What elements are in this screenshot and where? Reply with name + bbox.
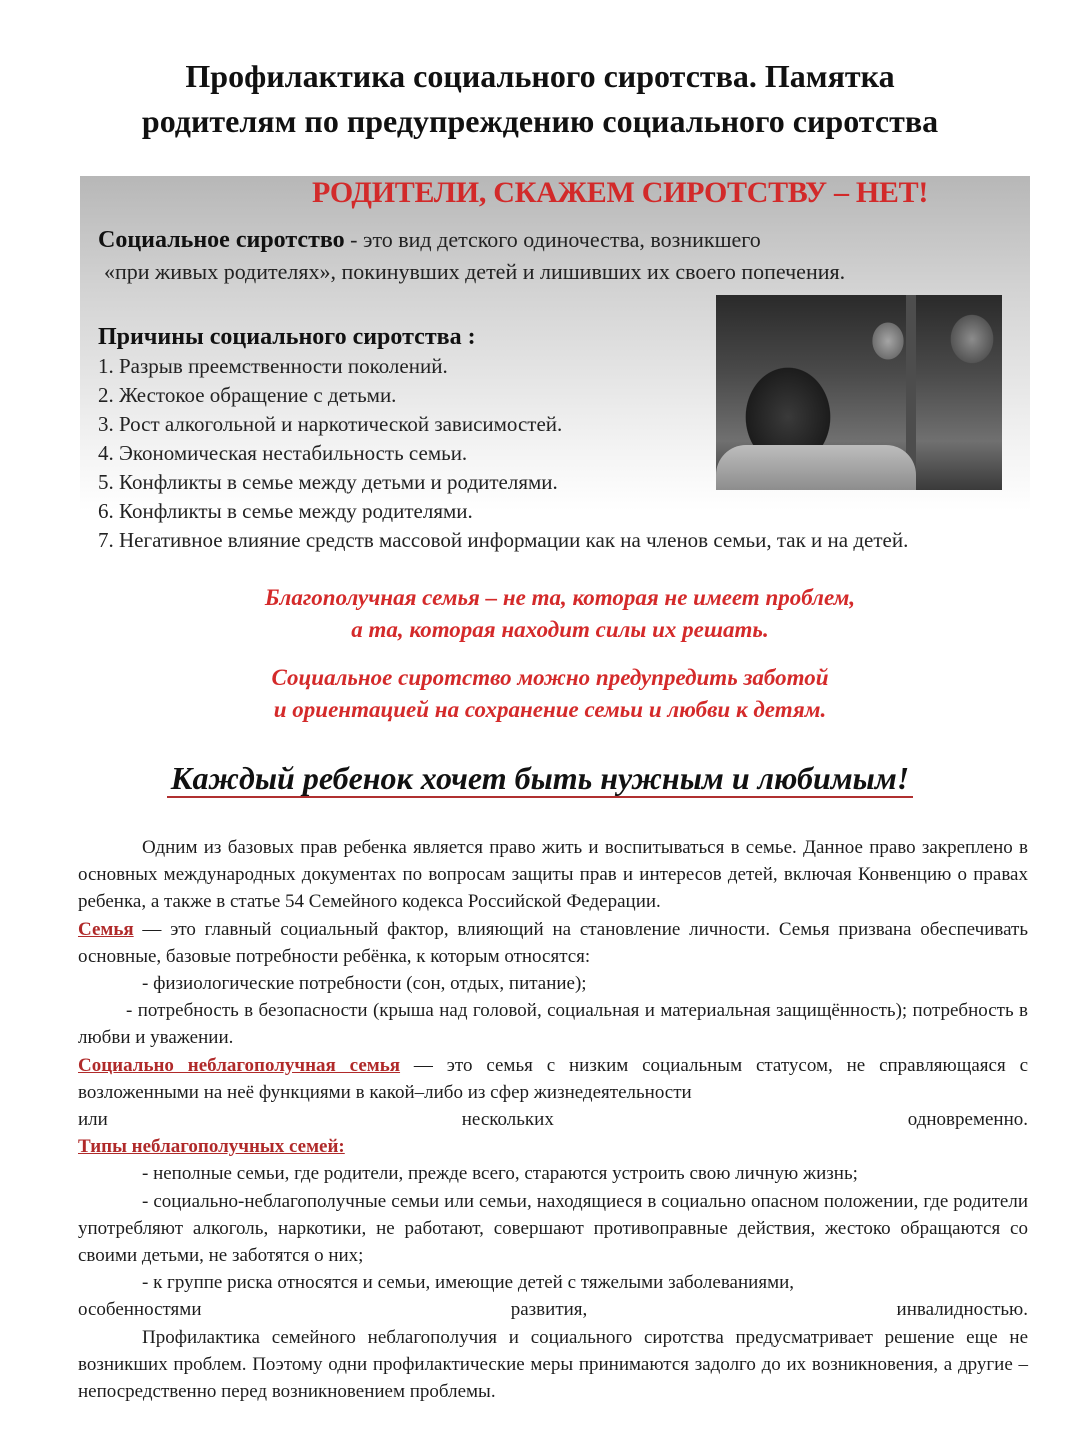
page-title-line1: Профилактика социального сиротства. Памятка [185, 58, 895, 94]
causes-section [98, 322, 1038, 555]
paragraph-dysfunctional [78, 1052, 1028, 1106]
definition-term: Социальное сиротство [98, 227, 345, 253]
slogan-text: Каждый ребенок хочет быть нужным и любимым! [167, 760, 913, 798]
page-title [40, 54, 1040, 144]
term-family-types: Типы неблагополучных семей: [78, 1136, 345, 1158]
quote-line: Социальное сиротство можно предупредить заботой [271, 665, 829, 690]
body-text [78, 834, 1028, 1405]
term-family: Семья [78, 918, 134, 940]
cause-item: 3. Рост алкогольной и наркотической зависимостей. [98, 412, 563, 436]
term-dysfunctional-family: Социально неблагополучная семья [78, 1054, 401, 1076]
banner-heading: РОДИТЕЛИ, СКАЖЕМ СИРОТСТВУ – НЕТ! [311, 176, 929, 209]
quote-line: а та, которая находит силы их решать. [351, 617, 769, 642]
type-item: - неполные семьи, где родители, прежде всего, стараются устроить свою личную жизнь; [142, 1163, 858, 1185]
cause-item: 6. Конфликты в семье между родителями. [98, 499, 473, 523]
quote-healthy-family [0, 582, 1080, 646]
causes-title: Причины социального сиротства : [98, 324, 476, 350]
page-title-line2: родителям по предупреждению социального сиротства [141, 103, 939, 139]
cause-item: 2. Жестокое обращение с детьми. [98, 383, 397, 407]
type-item: - социально-неблагополучные семьи или семьи, находящиеся в социально опасном положении, где родители употребляют алкоголь, наркотики, не работают, совершают противоправные действия, жестоко обращаются со своими детьми, не заботятся о них; [78, 1190, 1028, 1267]
definition-block [98, 224, 1028, 288]
paragraph-types [78, 1133, 1028, 1160]
paragraph-rights: Одним из базовых прав ребенка является право жить и воспитываться в семье. Данное право закреплено в основных международных документах по вопросам защиты прав и интересов детей, включая Конвенцию о правах ребенка, а также в статье 54 Семейного кодекса Российской Федерации. [78, 837, 1028, 913]
quote-prevention [0, 662, 1080, 726]
cause-item: 7. Негативное влияние средств массовой информации как на членов семьи, так и на детей. [98, 528, 909, 552]
cause-item: 1. Разрыв преемственности поколений. [98, 354, 448, 378]
definition-text: - это вид детского одиночества, возникшего [344, 227, 761, 252]
definition-text-line2: «при живых родителях», покинувших детей и лишивших их своего попечения. [104, 259, 846, 284]
quote-line: Благополучная семья – не та, которая не имеет проблем, [264, 585, 856, 610]
dysfunctional-tail: или нескольких одновременно. [78, 1109, 1028, 1131]
paragraph-family [78, 916, 1028, 970]
paragraph-prevention: Профилактика семейного неблагополучия и социального сиротства предусматривает решение еще не возникших проблем. Поэтому одни профилактические меры принимаются задолго до их возникновения, а другие – непосредственно перед возникновением проблемы. [78, 1326, 1028, 1403]
quote-line: и ориентацией на сохранение семьи и любви к детям. [273, 697, 827, 722]
family-definition: — это главный социальный фактор, влияющий на становление личности. Семья призвана обеспечивать основные, базовые потребности ребёнка, к которым относятся: [78, 918, 1028, 967]
need-item: - потребность в безопасности (крыша над головой, социальная и материальная защищённость); потребность в любви и уважении. [78, 1000, 1028, 1049]
cause-item: 5. Конфликты в семье между детьми и родителями. [98, 470, 558, 494]
need-item: - физиологические потребности (сон, отдых, питание); [142, 973, 587, 995]
type-item-tail: особенностями развития, инвалидностью. [78, 1299, 1028, 1321]
cause-item: 4. Экономическая нестабильность семьи. [98, 441, 468, 465]
slogan-heading [0, 758, 1080, 798]
dysfunctional-definition: — это семья с низким социальным статусом, не справляющаяся с возложенными на неё функциями в какой–либо из сфер жизнедеятельности [78, 1054, 1029, 1103]
type-item: - к группе риска относятся и семьи, имеющие детей с тяжелыми заболеваниями, [142, 1272, 795, 1294]
